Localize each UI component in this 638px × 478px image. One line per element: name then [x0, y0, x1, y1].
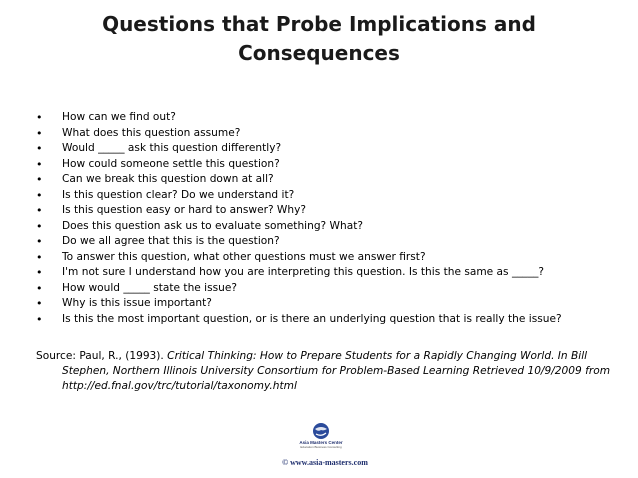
bullet-item	[36, 188, 626, 204]
bullet-dot: •	[36, 219, 43, 233]
bullet-dot: •	[36, 250, 43, 264]
bullet-dot: •	[36, 266, 43, 279]
bullet-item	[36, 141, 626, 157]
bullet-text: What does this question assume?	[62, 126, 241, 139]
bullet-dot: •	[36, 126, 43, 140]
bullet-text: To answer this question, what other questions must we answer first?	[62, 250, 426, 263]
logo-subtitle: Education Business Consulting	[300, 445, 342, 449]
bullet-item	[36, 250, 626, 266]
bullet-item	[36, 110, 626, 126]
bullet-dot: •	[36, 281, 43, 295]
slide-title	[40, 10, 598, 68]
bullet-item	[36, 203, 626, 219]
bullet-dot: •	[36, 204, 43, 217]
source-citation	[36, 349, 622, 394]
bullet-dot: •	[36, 235, 43, 248]
bullet-dot: •	[36, 142, 43, 155]
slide-title-line-1: Questions that Probe Implications and	[102, 12, 536, 36]
bullet-text: Is this question easy or hard to answer? Why?	[62, 204, 307, 216]
footer-copyright: © www.asia-masters.com	[282, 458, 368, 467]
bullet-text: I'm not sure I understand how you are interpreting this question. Is this the same as _____?	[62, 266, 545, 278]
bullet-dot: •	[36, 173, 43, 186]
bullet-dot: •	[36, 297, 43, 310]
bullet-item	[36, 157, 626, 173]
bullet-dot: •	[36, 188, 43, 202]
bullet-text: Is this question clear? Do we understand it?	[62, 188, 295, 201]
bullet-text: Would _____ ask this question differently?	[62, 142, 282, 154]
bullet-text: Can we break this question down at all?	[62, 173, 274, 185]
bullet-item	[36, 172, 626, 188]
asia-masters-logo	[290, 422, 352, 454]
source-prefix: Source: Paul, R., (1993).	[36, 350, 168, 362]
bullet-item	[36, 234, 626, 250]
source-citation-text: Critical Thinking: How to Prepare Students for a Rapidly Changing World. In Bill Stephen, Northern Illinois University Consortium for Problem-Based Learning Retrieved 10/9/2009 from http://ed.fnal.gov/trc/tutorial/taxonomy.html	[62, 350, 611, 392]
bullet-text: Does this question ask us to evaluate something? What?	[62, 219, 363, 232]
globe-icon	[312, 422, 330, 440]
bullet-item	[36, 219, 626, 235]
bullet-list	[36, 110, 626, 327]
bullet-item	[36, 126, 626, 142]
bullet-text: Do we all agree that this is the question?	[62, 235, 280, 247]
bullet-item	[36, 312, 626, 328]
bullet-item	[36, 265, 626, 281]
logo-name: Asia Masters Center	[299, 440, 343, 445]
bullet-dot: •	[36, 312, 43, 326]
bullet-text: How would _____ state the issue?	[62, 281, 238, 294]
bullet-dot: •	[36, 111, 43, 124]
bullet-text: How could someone settle this question?	[62, 157, 280, 170]
bullet-text: Is this the most important question, or is there an underlying question that is really the issue?	[62, 312, 562, 325]
slide-title-line-2: Consequences	[238, 41, 400, 65]
bullet-text: How can we find out?	[62, 111, 176, 123]
bullet-item	[36, 281, 626, 297]
bullet-dot: •	[36, 157, 43, 171]
bullet-text: Why is this issue important?	[62, 297, 212, 309]
bullet-item	[36, 296, 626, 312]
